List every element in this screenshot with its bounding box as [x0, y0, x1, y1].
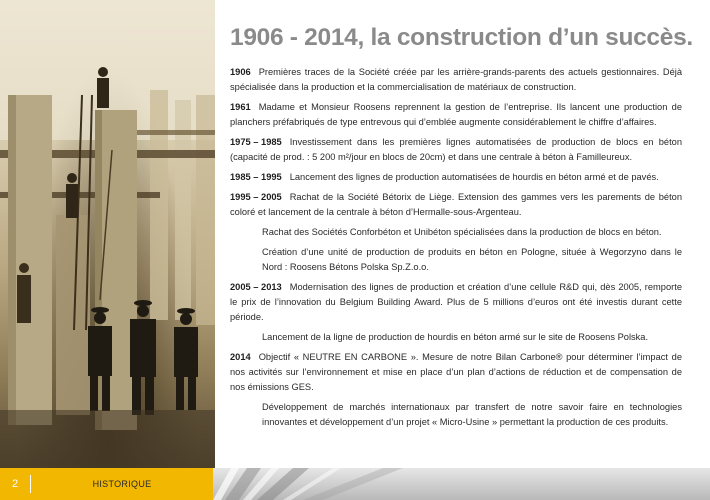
paragraph-text: Madame et Monsieur Roosens reprennent la gestion de l’entreprise. Ils lancent une production de planchers préfabriqués de type entrevous qui d’emblée augmente considérablement le chiffre d’affaires. — [230, 102, 682, 127]
timeline-subparagraph — [262, 225, 682, 240]
footer-decoration — [213, 468, 710, 500]
timeline-year: 1975 – 1985 — [230, 137, 282, 147]
historical-photo — [0, 0, 215, 468]
timeline-description — [230, 190, 682, 220]
timeline-description — [230, 100, 682, 130]
timeline-entry — [230, 100, 682, 130]
timeline-entry — [230, 190, 682, 275]
section-label: HISTORIQUE — [92, 479, 152, 489]
timeline — [230, 65, 682, 435]
timeline-description — [230, 135, 682, 165]
timeline-description — [230, 65, 682, 95]
timeline-entry — [230, 170, 682, 185]
timeline-entry — [230, 280, 682, 345]
timeline-year: 1985 – 1995 — [230, 172, 282, 182]
paragraph-text: Rachat des Sociétés Conforbéton et Unibéton spécialisées dans la production de blocs en béton. — [262, 227, 662, 237]
paragraph-text: Lancement des lignes de production automatisées de hourdis en béton armé et de pavés. — [289, 172, 659, 182]
timeline-year: 2005 – 2013 — [230, 282, 282, 292]
timeline-entry — [230, 135, 682, 165]
timeline-description — [230, 170, 682, 185]
paragraph-text: Création d’une unité de production de produits en béton en Pologne, située à Wegorzyno dans le Nord : Roosens Bétons Polska Sp.Z.o.o. — [262, 247, 682, 272]
timeline-description — [230, 350, 682, 395]
paragraph-text: Modernisation des lignes de production et création d’une cellule R&D qui, dès 2005, remporte le prix de l’innovation du Belgium Building Award. Plus de 5 millions d’euros ont été investis durant cette période. — [230, 282, 682, 322]
timeline-subparagraph — [262, 400, 682, 430]
timeline-entry — [230, 350, 682, 430]
timeline-year: 1906 — [230, 67, 251, 77]
footer-bar — [0, 468, 213, 500]
paragraph-text: Rachat de la Société Bétorix de Liège. Extension des gammes vers les parements de béton coloré et lancement de la centrale à béton d’Hermalle-sous-Argenteau. — [230, 192, 682, 217]
paragraph-text: Lancement de la ligne de production de hourdis en béton armé sur le site de Roosens Polska. — [262, 332, 649, 342]
timeline-year: 1995 – 2005 — [230, 192, 282, 202]
paragraph-text: Premières traces de la Société créée par les arrière-grands-parents des actuels gestionnaires. Déjà spécialisée dans la production et la commercialisation de matériaux de construction. — [230, 67, 682, 92]
timeline-year: 1961 — [230, 102, 251, 112]
timeline-subparagraph — [262, 245, 682, 275]
page-title: 1906 - 2014, la construction d’un succès. — [230, 24, 693, 51]
timeline-year: 2014 — [230, 352, 251, 362]
paragraph-text: Développement de marchés internationaux par transfert de notre savoir faire en technologies innovantes et développement d’un projet « Micro-Usine » permettant la production de ces produits. — [262, 402, 682, 427]
paragraph-text: Objectif « NEUTRE EN CARBONE ». Mesure de notre Bilan Carbone® pour déterminer l’impact de nos activités sur l’environnement et mise en place d’un plan d’actions de réduction et de compensation de nos émissions GES. — [230, 352, 682, 392]
timeline-description — [230, 280, 682, 325]
page-number: 2 — [0, 475, 31, 493]
timeline-entry — [230, 65, 682, 95]
timeline-subparagraph — [262, 330, 682, 345]
paragraph-text: Investissement dans les premières lignes automatisées de production de blocs en béton (capacité de prod. : 5 200 m²/jour en blocs de 20cm) et dans une centrale à béton à Familleureux. — [230, 137, 682, 162]
